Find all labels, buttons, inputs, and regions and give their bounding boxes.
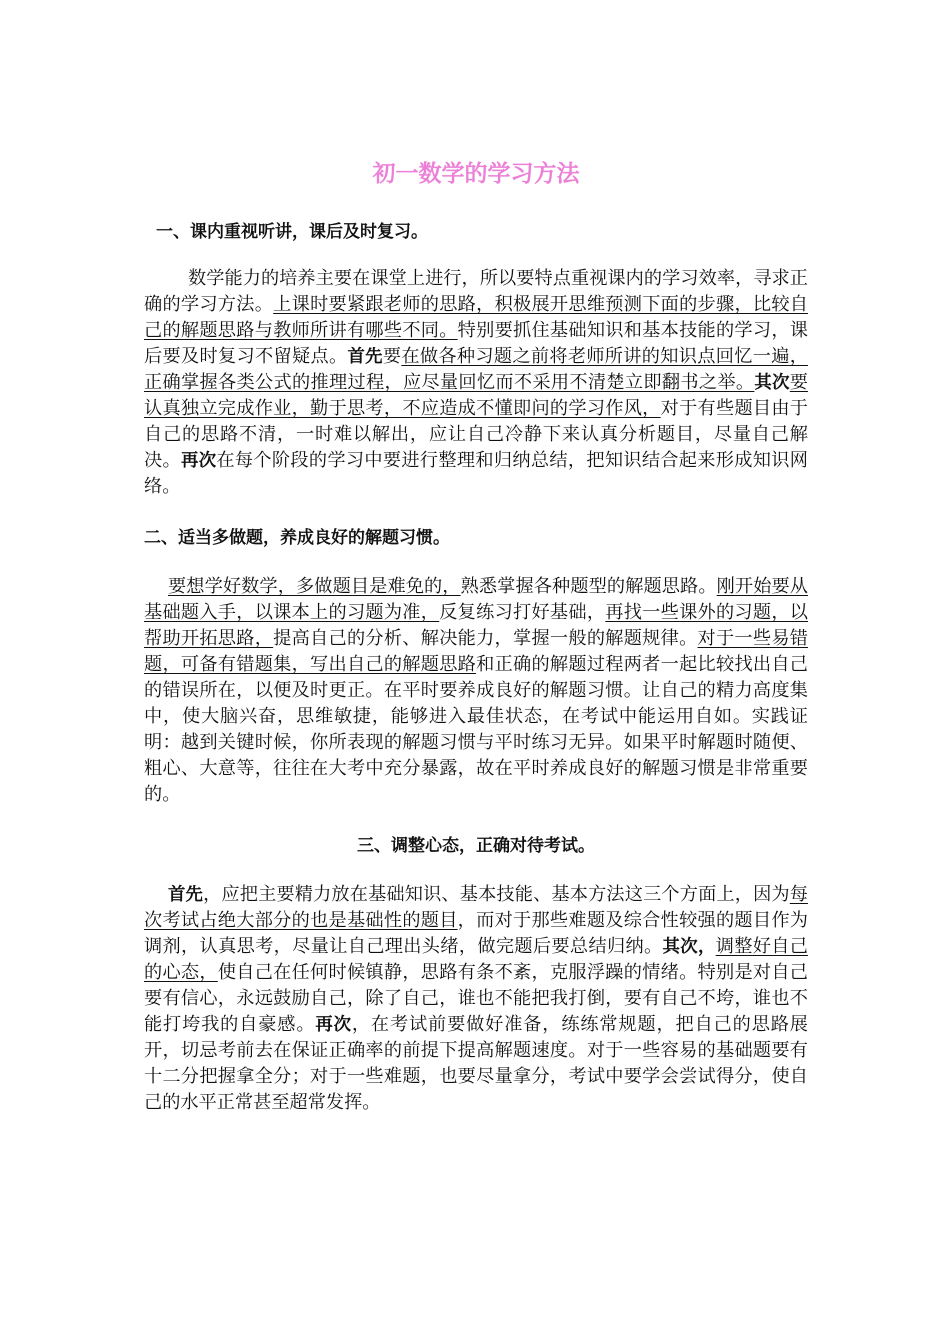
- section-heading-1: 一、课内重视听讲，课后及时复习。: [156, 222, 428, 242]
- document-title: 初一数学的学习方法: [372, 161, 580, 187]
- underlined-text: 每次考试占绝大部分的也是基础性的题目: [144, 884, 808, 931]
- underlined-text: 要认真独立完成作业，勤于思考，不应造成不懂即问的学习作风，: [144, 372, 808, 419]
- text-run: 在每个阶段的学习中要进行整理和归纳总结，把知识结合起来形成知识网络。: [144, 450, 808, 497]
- underlined-text: 刚开始要从基础题入手，以课本上的习题为准，: [144, 576, 808, 623]
- bold-text: 首先: [347, 347, 383, 367]
- section-heading-2: 二、适当多做题，养成良好的解题习惯。: [144, 528, 450, 548]
- underlined-text: 对于一些易错题，可备有错题集，写出自己的解题思路: [144, 628, 808, 675]
- document-page: [144, 0, 808, 1116]
- underlined-text: 在做各种习题之前将老师所讲的知识点回忆一遍，正确掌握各类公式的推理过程，应尽量回忆而不采用不清楚立即翻书之举。: [144, 346, 808, 393]
- text-run: 对于有些题目由于自己的思路不清，一时难以解出，应让自己冷静下来认真分析题目，尽量自己解决。: [144, 398, 808, 471]
- underlined-text: 再找一些课外的习题，以帮助开拓思路，: [144, 602, 808, 649]
- text-run: 特别要抓住基础知识和基本技能的学习，课后要及时复习不留疑点。: [144, 320, 808, 367]
- text-run: 数学能力的培养主要在课堂上进行，所以要特点重视课内的学习效率，寻求正确的学习方法。: [144, 268, 808, 315]
- underlined-text: 上课时要紧跟老师的思路，积极展开思维预测下面的步骤，比较自己的解题思路与教师所讲有哪些不同。: [144, 294, 808, 341]
- section-heading-3: 三、调整心态，正确对待考试。: [357, 836, 595, 856]
- text-run: 熟悉掌握各种题型的解题思路。: [460, 576, 717, 597]
- section-paragraph-1: [144, 266, 808, 500]
- text-run: 要: [382, 346, 402, 367]
- text-run: ，而对于那些难题及综合性较强的题目作为调剂，认真思考，尽量让自己理出头绪，做完题后要总结归纳。: [144, 910, 808, 957]
- section-paragraph-3: [144, 882, 808, 1116]
- bold-text: 其次: [754, 373, 790, 393]
- text-run: 使自己在任何时候镇静，思路有条不紊，克服浮躁的情绪。特别是对自己要有信心，永远鼓励自己，除了自己，谁也不能把我打倒，要有自己不垮，谁也不能打垮我的自豪感。: [144, 962, 808, 1035]
- bold-text: 其次，: [662, 937, 716, 957]
- text-run: 反复练习打好基础，: [439, 602, 606, 623]
- underlined-text: 要想学好数学，多做题目是难免的，: [168, 576, 461, 597]
- text-run: 和正确的解题过程两者一起比较找出自己的错误所在，以便及时更正。在平时要养成良好的解题习惯。让自己的精力高度集中，使大脑兴奋，思维敏捷，能够进入最佳状态，在考试中能运用自如。实践证明：越到关键时候，你所表现的解题习惯与平时练习无异。如果平时解题时随便、粗心、大意等，往往在大考中充分暴露，故在平时养成良好的解题习惯是非常重要的。: [144, 654, 808, 805]
- underlined-text: 调整好自己的心态，: [144, 936, 808, 983]
- text-run: ，在考试前要做好准备，练练常规题，把自己的思路展开，切忌考前去在保证正确率的前提下提高解题速度。对于一些容易的基础题要有十二分把握拿全分；对于一些难题，也要尽量拿分，考试中要学会尝试得分，使自己的水平正常甚至超常发挥。: [144, 1014, 808, 1113]
- bold-text: 再次: [315, 1015, 352, 1035]
- bold-text: 首先: [168, 885, 204, 905]
- text-run: 提高自己的分析、解决能力，掌握一般的解题规律。: [273, 628, 698, 649]
- bold-text: 再次: [181, 451, 217, 471]
- section-paragraph-2: [144, 574, 808, 808]
- text-run: ，应把主要精力放在基础知识、基本技能、基本方法这三个方面上，因为: [203, 884, 790, 905]
